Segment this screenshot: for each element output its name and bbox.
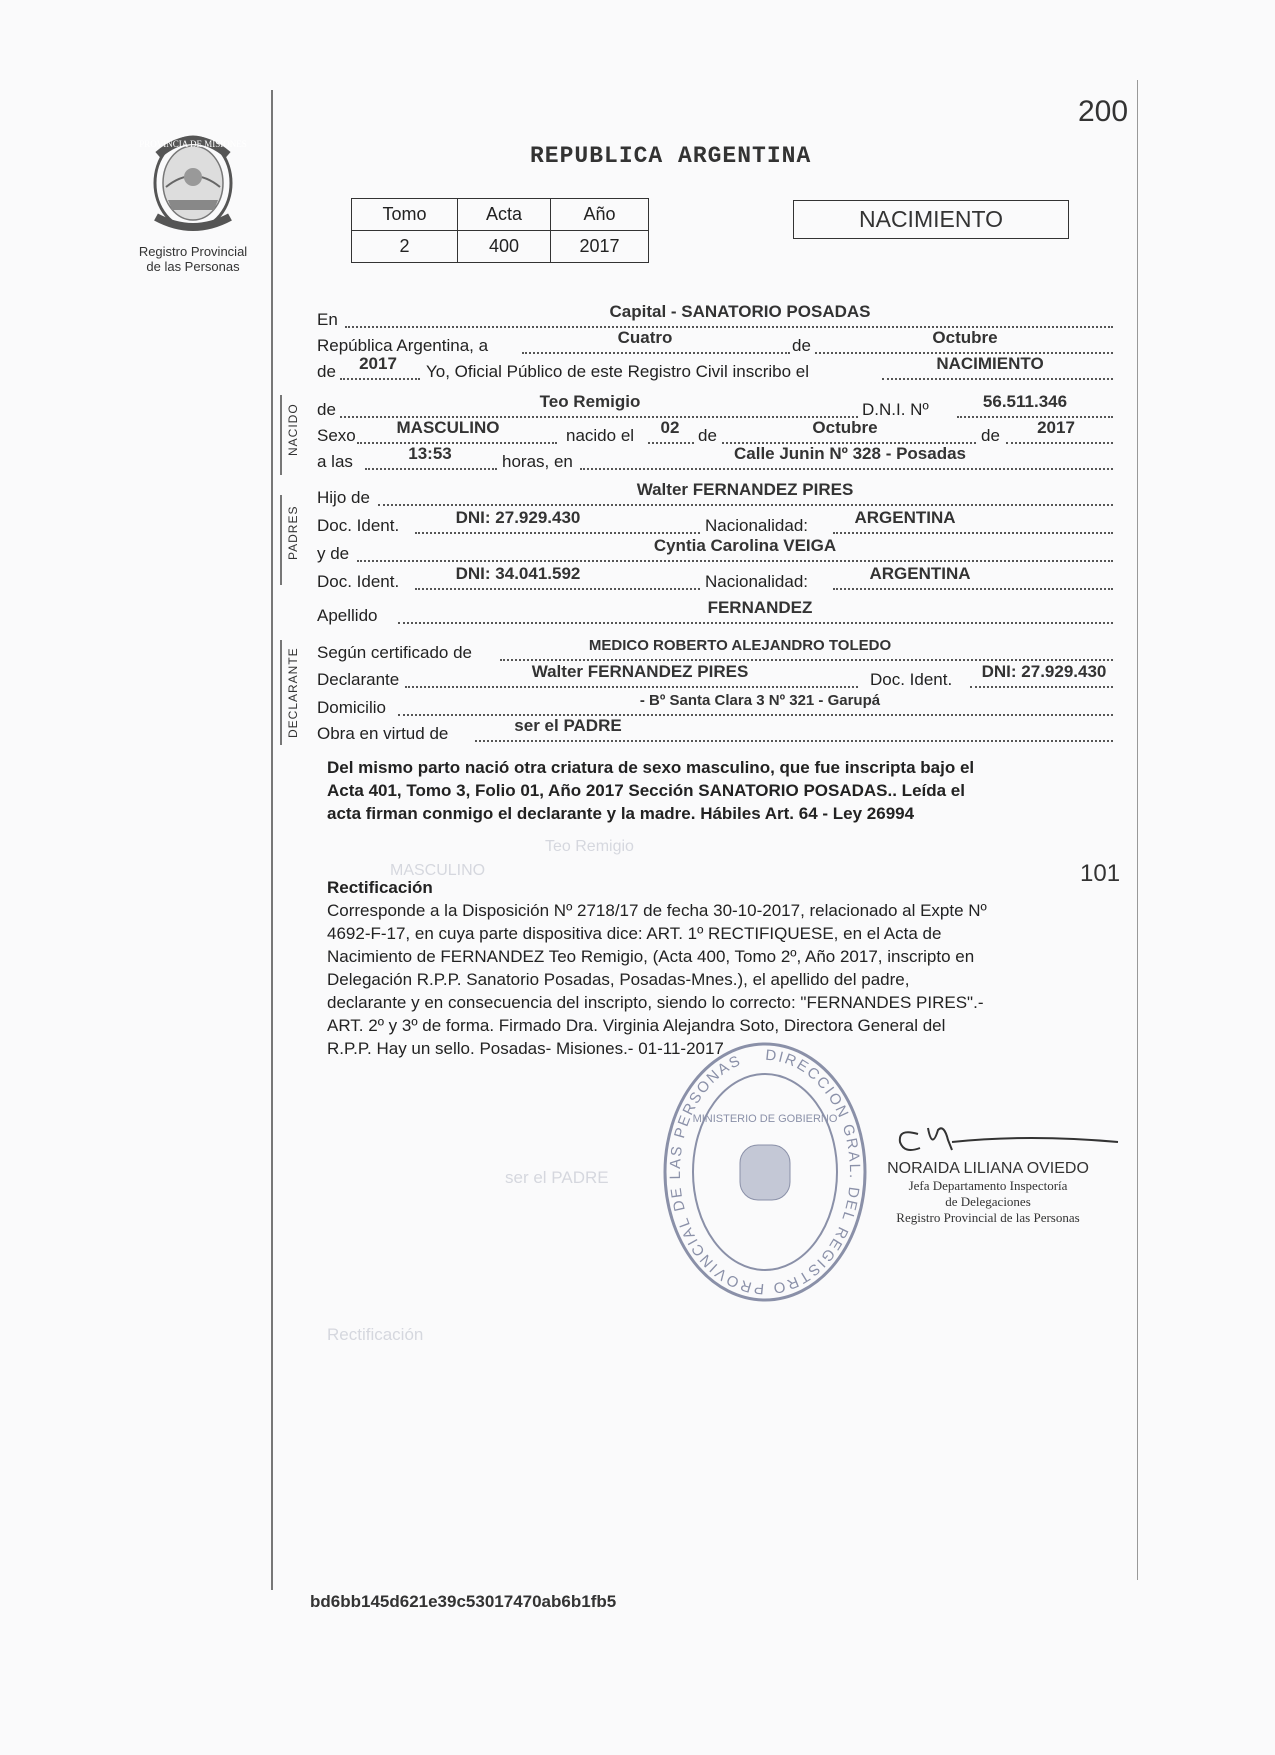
anio-header: Año: [551, 199, 649, 231]
padres-separator: [280, 495, 282, 585]
apellido-label: Apellido: [317, 606, 378, 625]
anio-value: 2017: [551, 231, 649, 263]
madre-nac-label: Nacionalidad:: [705, 572, 809, 591]
dots-nac-anio: [1006, 442, 1113, 444]
dni-value: 56.511.346: [982, 392, 1068, 411]
signatory-title-2: de Delegaciones: [945, 1194, 1031, 1209]
madre-doc-value: DNI: 34.041.592: [455, 564, 581, 583]
bleed-through-text: Teo Remigio: [545, 838, 634, 855]
en-label: En: [317, 310, 338, 329]
logo-caption: Registro Provincial de las Personas: [138, 244, 248, 274]
nacido-separator: [280, 395, 282, 475]
tomo-header: Tomo: [352, 199, 458, 231]
tomo-acta-anio-table: [351, 198, 649, 263]
misiones-logo: [118, 125, 268, 274]
dots-certificado: [500, 659, 1113, 661]
declarante-label: Declarante: [317, 670, 400, 689]
folio-number: 101: [1080, 860, 1121, 887]
dots-hora: [365, 468, 497, 470]
record-type-box: NACIMIENTO: [793, 200, 1069, 239]
apellido-value: FERNANDEZ: [707, 598, 813, 617]
declarante-separator: [280, 640, 282, 745]
dots-declarante: [405, 686, 858, 688]
dni-label: D.N.I. Nº: [862, 400, 929, 419]
lugar-nac-value: Calle Junin Nº 328 - Posadas: [733, 444, 966, 463]
bleed-through-text: Rectificación: [327, 1325, 424, 1344]
padre-value: Walter FERNANDEZ PIRES: [636, 480, 854, 499]
page-number: 200: [1078, 95, 1129, 128]
horas-en-label: horas, en: [502, 452, 573, 471]
right-margin-line: [1137, 80, 1138, 1580]
dots-dia: [522, 352, 790, 354]
province-seal-icon: [138, 125, 248, 235]
seal-text: PROVINCIA DE MISIONES: [139, 139, 247, 149]
padre-doc-value: DNI: 27.929.430: [455, 508, 581, 527]
signatory-block: [868, 1160, 1108, 1226]
madre-value: Cyntia Carolina VEIGA: [653, 536, 837, 555]
section-label-padres: PADRES: [286, 505, 300, 560]
padre-nac-label: Nacionalidad:: [705, 516, 809, 535]
nacido-el-label: nacido el: [566, 426, 635, 445]
nombre-value: Teo Remigio: [539, 392, 641, 411]
dots-obra: [475, 740, 1113, 742]
signatory-title-3: Registro Provincial de las Personas: [896, 1210, 1080, 1225]
dots-decl-doc: [970, 686, 1113, 688]
section-label-nacido: NACIDO: [286, 403, 300, 456]
dots-acto: [882, 378, 1113, 380]
de5-label: de: [981, 426, 1000, 445]
left-margin-line: [271, 90, 273, 1590]
sexo-label: Sexo: [317, 426, 356, 445]
bleed-through-text: ser el PADRE: [505, 1168, 609, 1187]
hora-value: 13:53: [408, 444, 452, 463]
stamp-ring-text: DIRECCION GRAL. DEL REGISTRO PROVINCIAL DE LAS PERSONAS: [666, 1046, 864, 1298]
stamp-inner-text: MINISTERIO DE GOBIERNO: [692, 1113, 838, 1125]
decl-doc-label: Doc. Ident.: [870, 670, 953, 689]
declarante-value: Walter FERNANDEZ PIRES: [531, 662, 749, 681]
rectificacion-title: Rectificación: [327, 878, 433, 897]
document-title: REPUBLICA ARGENTINA: [530, 143, 812, 169]
dots-padre-nac: [833, 532, 1113, 534]
oficial-text: Yo, Oficial Público de este Registro Civil inscribo el: [426, 362, 809, 381]
signatory-title-1: Jefa Departamento Inspectoría: [908, 1178, 1068, 1193]
acta-header: Acta: [458, 199, 551, 231]
hijo-de-label: Hijo de: [317, 488, 370, 507]
official-stamp-icon: [660, 1040, 870, 1310]
dots-anio: [340, 378, 420, 380]
section-label-declarante: DECLARANTE: [286, 647, 300, 738]
padre-nac-value: ARGENTINA: [854, 508, 956, 527]
nota-paragraph: Del mismo parto nació otra criatura de sexo masculino, que fue inscripta bajo el Acta 401, Tomo 3, Folio 01, Año 2017 Sección SANATORIO POSADAS.. Leída el acta firman conmigo el declarante y la madre. Hábiles Art. 64 - Ley 26994: [327, 758, 975, 823]
republica-label: República Argentina, a: [317, 336, 489, 355]
obra-label: Obra en virtud de: [317, 724, 449, 743]
de3-label: de: [317, 400, 336, 419]
de1-label: de: [792, 336, 811, 355]
de4-label: de: [698, 426, 717, 445]
document-hash: bd6bb145d621e39c53017470ab6b1fb5: [310, 1592, 617, 1611]
dots-apellido: [398, 622, 1113, 624]
mes-value: Octubre: [932, 328, 998, 347]
dots-madre: [357, 560, 1113, 562]
domicilio-label: Domicilio: [317, 698, 386, 717]
madre-doc-label: Doc. Ident.: [317, 572, 400, 591]
sexo-value: MASCULINO: [396, 418, 500, 437]
nac-anio-value: 2017: [1037, 418, 1075, 437]
padre-doc-label: Doc. Ident.: [317, 516, 400, 535]
dia-value: Cuatro: [617, 328, 673, 347]
nac-mes-value: Octubre: [812, 418, 878, 437]
dots-padre-doc: [415, 532, 700, 534]
decl-doc-value: DNI: 27.929.430: [981, 662, 1107, 681]
dots-madre-nac: [833, 588, 1113, 590]
dots-lugar-nac: [580, 468, 1113, 470]
y-de-label: y de: [317, 544, 350, 563]
acto-value: NACIMIENTO: [936, 354, 1044, 373]
obra-value: ser el PADRE: [514, 716, 622, 735]
lugar-value: Capital - SANATORIO POSADAS: [609, 302, 871, 321]
dots-padre: [378, 504, 1113, 506]
anio-inscripcion: 2017: [359, 354, 397, 373]
signatory-name: NORAIDA LILIANA OVIEDO: [887, 1160, 1089, 1177]
acta-value: 400: [458, 231, 551, 263]
bleed-through-text: MASCULINO: [390, 862, 486, 879]
madre-nac-value: ARGENTINA: [869, 564, 971, 583]
certificado-value: MEDICO ROBERTO ALEJANDRO TOLEDO: [588, 637, 892, 654]
a-las-label: a las: [317, 452, 353, 471]
rectificacion-block: Rectificación Corresponde a la Disposición Nº 2718/17 de fecha 30-10-2017, relacionado al Expte Nº 4692-F-17, en cuya parte dispositiva dice: ART. 1º RECTIFIQUESE, en el Acta de Nacimiento de FERNANDEZ Teo Remigio, (Acta 400, Tomo 2º, Año 2017, inscripto en Delegación R.P.P. Sanatorio Posadas, Posadas-Mnes.), el apellido del padre, declarante y en consecuencia del inscripto, siendo lo correcto: "FERNANDES PIRES".- ART. 2º y 3º de forma. Firmado Dra. Virginia Alejandra Soto, Directora General del R.P.P. Hay un sello. Posadas- Misiones.- 01-11-2017: [327, 876, 1117, 1060]
nac-dia-value: 02: [660, 418, 680, 437]
domicilio-value: - Bº Santa Clara 3 Nº 321 - Garupá: [639, 692, 881, 709]
certificado-label: Según certificado de: [317, 643, 472, 662]
tomo-value: 2: [352, 231, 458, 263]
de2-label: de: [317, 362, 336, 381]
dots-nac-dia: [648, 442, 694, 444]
dots-madre-doc: [415, 588, 700, 590]
